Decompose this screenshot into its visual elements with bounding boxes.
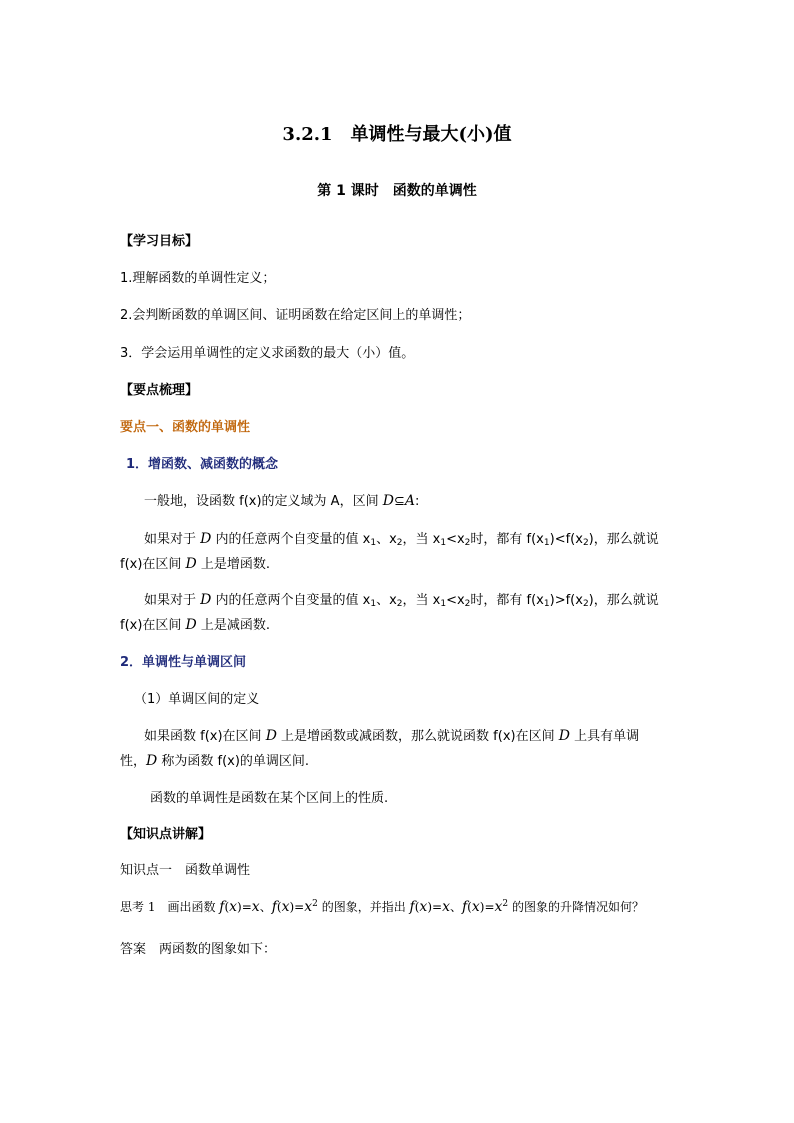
property-note: 函数的单调性是函数在某个区间上的性质.: [150, 791, 389, 806]
answer-line: 答案 两函数的图象如下：: [120, 942, 277, 957]
knowledge-point-1: 知识点一 函数单调性: [120, 863, 251, 878]
summary-header: 【要点梳理】: [120, 383, 199, 398]
interval-def-line-1: 如果函数 f(x)在区间 D 上是增函数或减函数，那么就说函数 f(x)在区间 D 上具有单调: [144, 728, 640, 744]
increasing-def-line-1: 如果对于 D 内的任意两个自变量的值 $x_1$、$x_2$，当 $x_1<x_2$时，都有 $f(x_1)<f(x_2)$，那么就说: [144, 531, 659, 548]
explain-header: 【知识点讲解】: [120, 827, 212, 842]
page-title: 3.2.1 单调性与最大(小)值: [282, 124, 512, 145]
interval-def-line-2: 性，D 称为函数 f(x)的单调区间.: [120, 753, 310, 769]
goal-item-1: 1.理解函数的单调性定义；: [120, 271, 276, 286]
general-statement: 一般地，设函数 f(x)的定义域为 A，区间 D⊆A:: [144, 493, 420, 509]
decreasing-def-line-1: 如果对于 D 内的任意两个自变量的值 $x_1$、$x_2$，当 $x_1<x_2$时，都有 $f(x_1)>f(x_2)$，那么就说: [144, 592, 659, 609]
lesson-subtitle: 第 1 课时 函数的单调性: [317, 183, 477, 199]
point-1-heading: 要点一、函数的单调性: [120, 420, 251, 435]
decreasing-def-line-2: f(x)在区间 D 上是减函数.: [120, 617, 271, 633]
sub-heading-2: 2．单调性与单调区间: [120, 655, 247, 670]
think-question-1: 思考 1 画出函数 f(x)=x、$f(x)=x^2$ 的图象，并指出 f(x)=x、$f(x)=x^2$ 的图象的升降情况如何？: [120, 899, 644, 915]
sub-heading-1: 1．增函数、减函数的概念: [126, 457, 279, 472]
sub-heading-2-1: （1）单调区间的定义: [134, 692, 260, 707]
goal-item-3: 3．学会运用单调性的定义求函数的最大（小）值。: [120, 346, 415, 361]
increasing-def-line-2: f(x)在区间 D 上是增函数.: [120, 556, 271, 572]
goal-item-2: 2.会判断函数的单调区间、证明函数在给定区间上的单调性；: [120, 308, 471, 323]
goals-header: 【学习目标】: [120, 234, 199, 249]
